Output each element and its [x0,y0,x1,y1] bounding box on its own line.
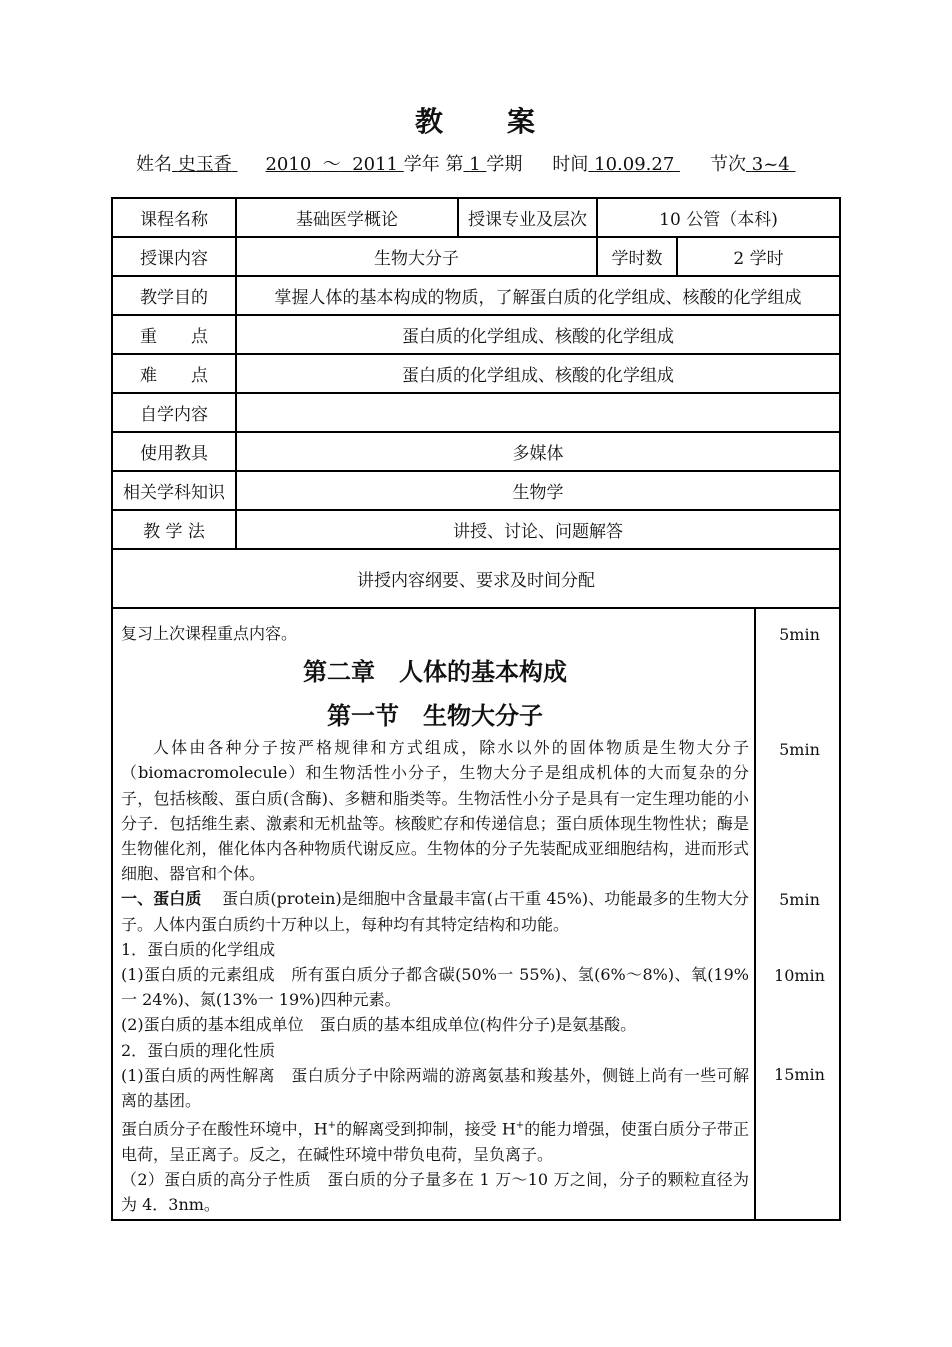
lecture-text [121,621,749,1217]
difficult-value: 蛋白质的化学组成、核酸的化学组成 [236,354,840,393]
table-row [112,276,840,315]
time-allocation-3: 5min [779,890,820,909]
related-value: 生物学 [236,471,840,510]
title-char-1: 教 [414,105,445,138]
table-row [112,471,840,510]
related-label: 相关学科知识 [112,471,236,510]
term-prefix: 第 [445,154,464,175]
item-1-2: (2)蛋白质的基本组成单位 蛋白质的基本组成单位(构件分子)是氨基酸。 [121,1015,637,1035]
self-study-label: 自学内容 [112,393,236,432]
course-name-label: 课程名称 [112,198,236,237]
major-value: 10 公管（本科) [597,198,840,237]
time-label: 时间 [552,154,589,175]
section-heading: 第一节 生物大分子 [327,702,543,731]
goal-label: 教学目的 [112,276,236,315]
header-line [136,150,795,176]
major-label: 授课专业及层次 [458,198,597,237]
time-allocation-4: 10min [774,966,825,985]
lesson-info-table [111,197,841,609]
key-value: 蛋白质的化学组成、核酸的化学组成 [236,315,840,354]
table-row [112,237,840,276]
goal-value: 掌握人体的基本构成的物质，了解蛋白质的化学组成、核酸的化学组成 [236,276,840,315]
table-row [112,432,840,471]
name-label: 姓名 [136,154,172,175]
lecture-content [111,607,841,1221]
name-value: 史玉香 [177,154,232,175]
table-row [112,510,840,549]
school-year: 2010 ～ 2011 [265,154,398,175]
period-label: 节次 [710,154,747,175]
difficult-label: 难 点 [112,354,236,393]
table-row [112,393,840,432]
time-value: 10.09.27 [594,154,675,175]
table-row [112,315,840,354]
content-label: 授课内容 [112,237,236,276]
method-label: 教 学 法 [112,510,236,549]
protein-text: 蛋白质(protein)是细胞中含量最丰富(占干重 45%)、功能最多的生物大分子。人体内蛋白质约十万种以上，每种均有其特定结构和功能。 [121,889,749,934]
item-2-2: （2）蛋白质的高分子性质 蛋白质的分子量多在 1 万～10 万之间，分子的颗粒直径为为 4．3nm。 [121,1169,749,1215]
protein-heading: 一、蛋白质 [121,889,202,909]
time-allocation-5: 15min [774,1065,825,1084]
intro-paragraph: 人体由各种分子按严格规律和方式组成，除水以外的固体物质是生物大分子（biomacromolecule）和生物活性小分子，生物大分子是组成机体的大而复杂的分子，包括核酸、蛋白质(含酶)、多糖和脂类等。生物活性小分子是具有一定生理功能的小分子．包括维生素、激素和无机盐等。核酸贮存和传递信息；蛋白质体现生物性状；酶是生物催化剂，催化体内各种物质代谢反应。生物体的分子先装配成亚细胞结构，进而形式细胞、器官和个体。 [121,738,749,884]
period-value: 3~4 [751,154,790,175]
page-title [0,100,952,140]
key-label: 重 点 [112,315,236,354]
tools-label: 使用教具 [112,432,236,471]
hours-value: 2 学时 [677,237,840,276]
item-2-1: (1)蛋白质的两性解离 蛋白质分子中除两端的游离氨基和羧基外，侧链上尚有一些可解离的基团。 [121,1065,749,1111]
table-row [112,198,840,237]
title-char-2: 案 [507,105,538,138]
hours-label: 学时数 [597,237,677,276]
subsection-2: 2．蛋白质的理化性质 [121,1040,276,1060]
acid-paragraph: 蛋白质分子在酸性环境中，H+的解离受到抑制，接受 H+的能力增强，使蛋白质分子带正电荷，呈正离子。反之，在碱性环境中带负电荷，呈负离子。 [121,1119,749,1164]
content-value: 生物大分子 [236,237,597,276]
method-value: 讲授、讨论、问题解答 [236,510,840,549]
time-allocation-2: 5min [779,740,820,759]
tools-value: 多媒体 [236,432,840,471]
term-suffix: 学期 [486,154,523,175]
table-row [112,549,840,608]
table-row [112,354,840,393]
item-1-1: (1)蛋白质的元素组成 所有蛋白质分子都含碳(50%一 55%)、氢(6%～8%)、氧(19%一 24%)、氮(13%一 19%)四种元素。 [121,965,749,1010]
chapter-heading: 第二章 人体的基本构成 [303,658,567,687]
self-study-value [236,393,840,432]
course-name-value: 基础医学概论 [236,198,458,237]
protein-paragraph [121,886,749,936]
review-line: 复习上次课程重点内容。 [121,624,298,643]
year-label: 学年 [403,154,440,175]
column-divider [754,607,756,1219]
subsection-1: 1．蛋白质的化学组成 [121,939,276,959]
term-value: 1 [469,154,481,175]
outline-header: 讲授内容纲要、要求及时间分配 [112,549,840,608]
time-allocation-1: 5min [779,625,820,644]
